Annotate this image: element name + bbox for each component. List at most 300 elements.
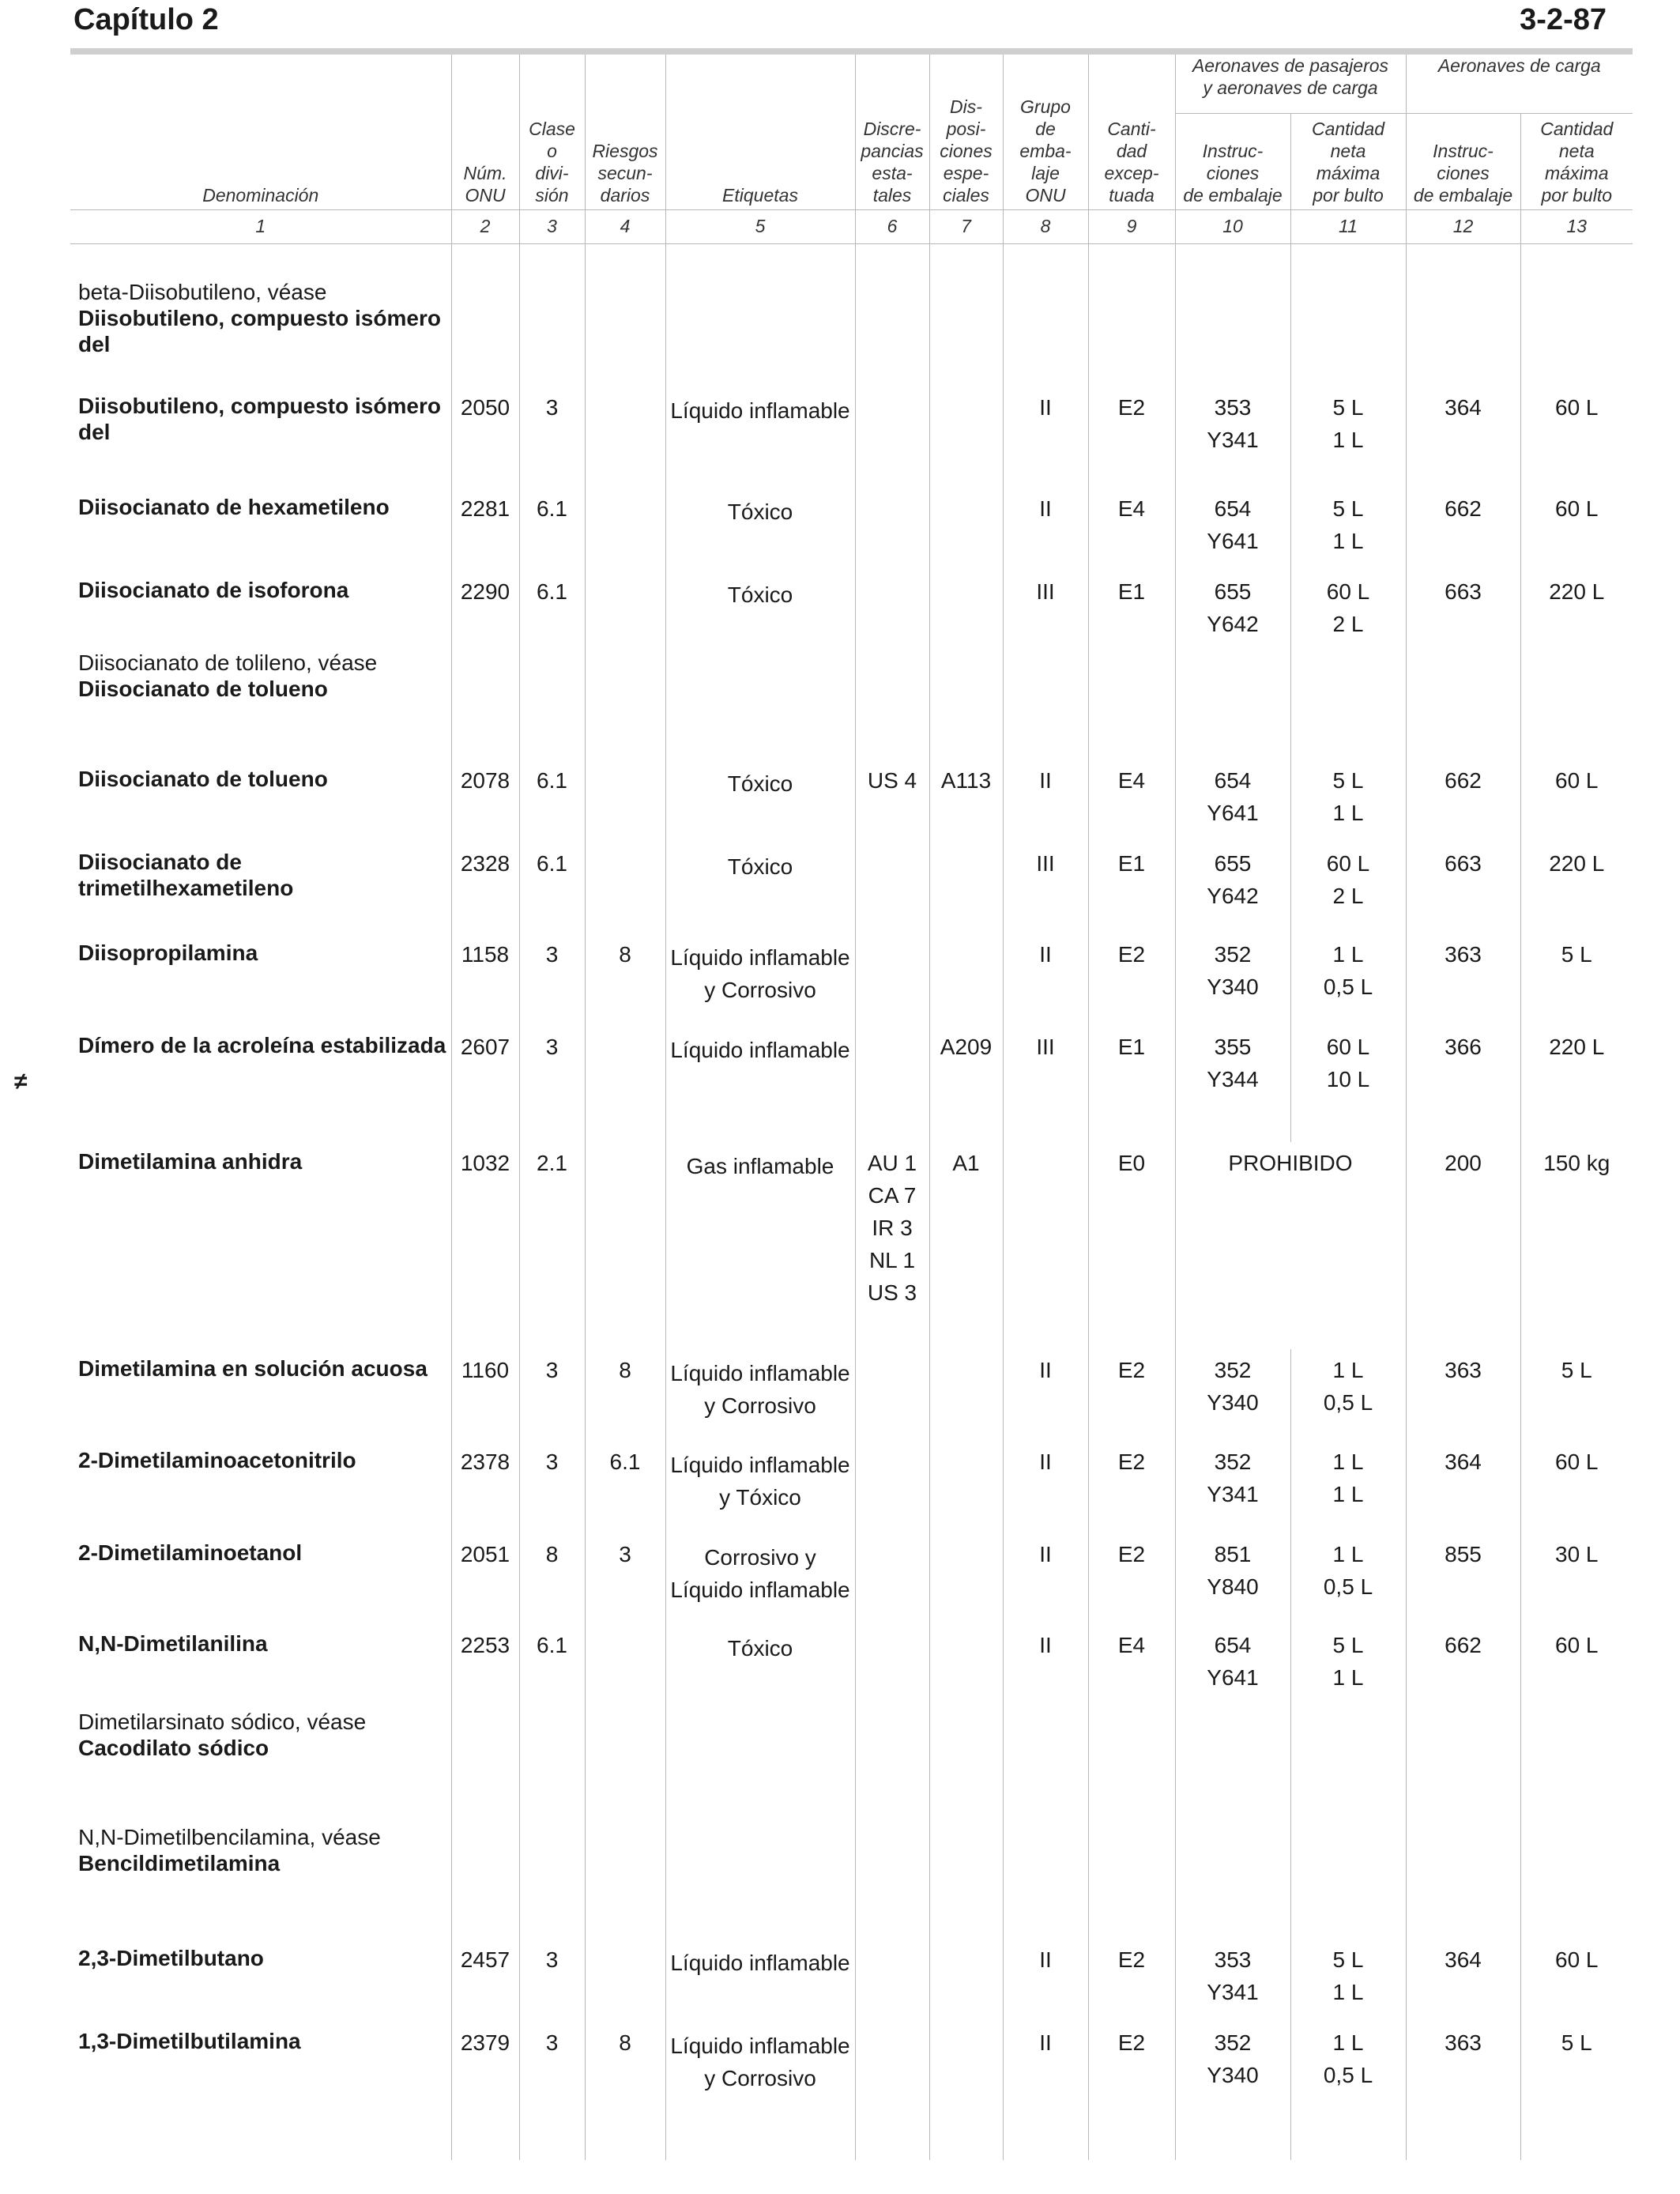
pax-cantidad: 60 L: [1326, 851, 1370, 876]
cargo-instrucciones-cell: 363: [1406, 933, 1520, 1026]
riesgos-cell: [585, 648, 665, 760]
clase-cell: [519, 1707, 585, 1823]
pax-instruccion: Y341: [1207, 1482, 1259, 1506]
group-carga-header: Aeronaves de carga: [1406, 55, 1633, 113]
table-row: [70, 1939, 1633, 2022]
riesgos-cell: [585, 571, 665, 648]
pax-instrucciones-cell: [1175, 1026, 1290, 1142]
exceptuada-cell: E2: [1088, 1533, 1175, 1624]
pax-cantidad: 0,5 L: [1323, 974, 1373, 999]
pax-instruccion: 654: [1214, 768, 1252, 793]
riesgos-cell: 8: [585, 1349, 665, 1441]
substance-name: Diisobutileno, compuesto isómero del: [78, 305, 441, 356]
etiquetas-cell: [665, 1823, 855, 1939]
header-line: laje: [1031, 162, 1060, 183]
cargo-cantidad-cell: 5 L: [1520, 1349, 1633, 1441]
pax-cantidad: 1 L: [1332, 801, 1364, 825]
header-line: Clase: [529, 118, 575, 139]
discrepancia-item: US 4: [867, 768, 917, 793]
cargo-instrucciones-cell: 662: [1406, 1624, 1520, 1707]
exceptuada-cell: E4: [1088, 760, 1175, 843]
pax-cantidad-cell: [1290, 2022, 1406, 2160]
etiquetas-cell: Tóxico: [665, 571, 855, 648]
header-line: Aeronaves de pasajeros: [1192, 55, 1389, 76]
header-line: excep-: [1104, 162, 1159, 183]
pax-cantidad: 1 L: [1332, 942, 1364, 967]
grupo-cell: II: [1003, 488, 1088, 571]
riesgos-cell: [585, 1823, 665, 1939]
pax-cantidad: 5 L: [1332, 768, 1364, 793]
grupo-cell: [1003, 648, 1088, 760]
riesgos-cell: [585, 1624, 665, 1707]
cross-reference-row: [70, 648, 1633, 760]
col-riesgos-header: [585, 55, 665, 209]
header-line: o: [547, 140, 557, 161]
pax-cantidad: 0,5 L: [1323, 1574, 1373, 1599]
pax-instruccion: Y340: [1207, 974, 1259, 999]
cargo-instrucciones-cell: [1406, 1707, 1520, 1823]
pax-cantidad: 60 L: [1326, 1035, 1370, 1059]
table-row: [70, 1441, 1633, 1533]
col-discrepancias-header: [855, 55, 929, 209]
header-line: tales: [872, 184, 912, 205]
header-line: Discre-: [863, 118, 921, 139]
cargo-cantidad-cell: 60 L: [1520, 1624, 1633, 1707]
pax-instrucciones-cell: [1175, 488, 1290, 571]
header-line: máxima: [1545, 162, 1609, 183]
exceptuada-cell: E2: [1088, 1441, 1175, 1533]
etiquetas-cell: Tóxico: [665, 1624, 855, 1707]
column-number: 5: [665, 209, 855, 243]
header-line: por bulto: [1541, 184, 1613, 205]
column-number: 2: [451, 209, 519, 243]
un-number-cell: 2051: [451, 1533, 519, 1624]
discrepancias-cell: [855, 243, 929, 386]
column-number: 9: [1088, 209, 1175, 243]
grupo-cell: III: [1003, 843, 1088, 933]
pax-cantidad: 1 L: [1332, 428, 1364, 452]
cargo-instrucciones-cell: 363: [1406, 2022, 1520, 2160]
discrepancias-cell: [855, 386, 929, 488]
disposiciones-cell: [929, 1823, 1003, 1939]
riesgos-cell: 6.1: [585, 1441, 665, 1533]
cargo-instrucciones-cell: 662: [1406, 760, 1520, 843]
etiquetas-cell: Líquido inflamable y Tóxico: [665, 1441, 855, 1533]
pax-cantidad-cell: [1290, 1533, 1406, 1624]
clase-cell: [519, 1823, 585, 1939]
cargo-instrucciones-cell: 366: [1406, 1026, 1520, 1142]
cargo-cantidad-cell: [1520, 243, 1633, 386]
disposiciones-cell: [929, 1441, 1003, 1533]
un-number-cell: 2328: [451, 843, 519, 933]
grupo-cell: II: [1003, 1624, 1088, 1707]
substance-name: Dimetilamina anhidra: [78, 1149, 303, 1174]
disposiciones-cell: A113: [929, 760, 1003, 843]
disposiciones-cell: [929, 2022, 1003, 2160]
header-line: posi-: [946, 118, 986, 139]
pax-instruccion: 352: [1214, 1358, 1252, 1382]
grupo-cell: II: [1003, 1441, 1088, 1533]
column-number: 1: [70, 209, 451, 243]
page-number: 3-2-87: [1520, 3, 1607, 36]
substance-name: Diisocianato de trimetilhexametileno: [78, 850, 294, 900]
pax-cantidad: 5 L: [1332, 1633, 1364, 1657]
change-mark: ≠: [14, 1069, 28, 1095]
pax-instrucciones-cell: [1175, 648, 1290, 760]
substance-name: Dímero de la acroleína estabilizada: [78, 1033, 446, 1057]
cross-reference-row: [70, 1707, 1633, 1823]
pax-cantidad: 1 L: [1332, 529, 1364, 553]
header-line: divi-: [535, 162, 569, 183]
header-line: Dis-: [950, 96, 982, 117]
grupo-cell: [1003, 1142, 1088, 1349]
clase-cell: 3: [519, 2022, 585, 2160]
grupo-cell: II: [1003, 933, 1088, 1026]
pax-instrucciones-cell: [1175, 1441, 1290, 1533]
pax-cantidad: 0,5 L: [1323, 1390, 1373, 1415]
pax-instrucciones-cell: [1175, 1823, 1290, 1939]
denominacion-cell: [70, 2022, 451, 2160]
discrepancias-cell: [855, 760, 929, 843]
column-number: 10: [1175, 209, 1290, 243]
un-number-cell: 2078: [451, 760, 519, 843]
disposiciones-cell: [929, 1349, 1003, 1441]
cross-reference-row: [70, 1823, 1633, 1939]
header-line: neta: [1558, 140, 1595, 161]
exceptuada-cell: [1088, 243, 1175, 386]
header-line: dad: [1116, 140, 1147, 161]
pax-instruccion: Y344: [1207, 1067, 1259, 1091]
cross-reference-row: [70, 243, 1633, 386]
header-line: sión: [535, 184, 569, 205]
riesgos-cell: [585, 1939, 665, 2022]
header-line: Grupo: [1020, 96, 1071, 117]
un-number-cell: 2050: [451, 386, 519, 488]
discrepancias-cell: [855, 933, 929, 1026]
etiquetas-cell: Tóxico: [665, 488, 855, 571]
riesgos-cell: [585, 760, 665, 843]
header-line: y aeronaves de carga: [1203, 77, 1378, 98]
disposiciones-cell: [929, 1533, 1003, 1624]
denominacion-cell: [70, 571, 451, 648]
clase-cell: 3: [519, 1441, 585, 1533]
un-number-cell: 2253: [451, 1624, 519, 1707]
pax-instruccion: Y340: [1207, 2063, 1259, 2087]
disposiciones-cell: [929, 488, 1003, 571]
header-line: neta: [1330, 140, 1366, 161]
header-line: pancias: [861, 140, 924, 161]
grupo-cell: [1003, 243, 1088, 386]
cargo-instrucciones-cell: 663: [1406, 571, 1520, 648]
pax-cantidad-cell: [1290, 1939, 1406, 2022]
header-line: espe-: [943, 162, 989, 183]
etiquetas-cell: Tóxico: [665, 843, 855, 933]
pax-instruccion: 355: [1214, 1035, 1252, 1059]
col-disposiciones-header: [929, 55, 1003, 209]
pax-cantidad: 1 L: [1332, 1980, 1364, 2004]
substance-name: 2-Dimetilaminoetanol: [78, 1540, 303, 1565]
pax-cantidad: 0,5 L: [1323, 2063, 1373, 2087]
table-row: [70, 2022, 1633, 2160]
pax-cantidad: 1 L: [1332, 1358, 1364, 1382]
pax-cantidad-cell: [1290, 1441, 1406, 1533]
pax-instruccion: Y641: [1207, 529, 1259, 553]
grupo-cell: II: [1003, 2022, 1088, 2160]
discrepancia-item: US 3: [867, 1280, 917, 1305]
etiquetas-cell: Líquido inflamable y Corrosivo: [665, 2022, 855, 2160]
table-row: [70, 1533, 1633, 1624]
col-cargo-instrucciones-header: [1406, 113, 1520, 209]
col-grupo-header: [1003, 55, 1088, 209]
pax-instruccion: 352: [1214, 1449, 1252, 1474]
grupo-cell: III: [1003, 571, 1088, 648]
discrepancias-cell: [855, 1939, 929, 2022]
header-line: tuada: [1109, 184, 1155, 205]
col-num-onu-header: [451, 55, 519, 209]
discrepancias-cell: [855, 648, 929, 760]
disposiciones-cell: [929, 1939, 1003, 2022]
etiquetas-cell: Tóxico: [665, 760, 855, 843]
table-row: [70, 1142, 1633, 1349]
cargo-cantidad-cell: 220 L: [1520, 571, 1633, 648]
etiquetas-cell: Líquido inflamable: [665, 386, 855, 488]
cargo-cantidad-cell: 60 L: [1520, 1441, 1633, 1533]
disposiciones-cell: [929, 571, 1003, 648]
header-line: máxima: [1316, 162, 1381, 183]
discrepancias-cell: [855, 1823, 929, 1939]
pax-cantidad: 1 L: [1332, 1542, 1364, 1566]
pax-instrucciones-cell: [1175, 1939, 1290, 2022]
pax-instrucciones-cell: [1175, 933, 1290, 1026]
riesgos-cell: 8: [585, 933, 665, 1026]
un-number-cell: 2457: [451, 1939, 519, 2022]
pax-instrucciones-cell: [1175, 1533, 1290, 1624]
substance-name: 2,3-Dimetilbutano: [78, 1946, 264, 1970]
riesgos-cell: [585, 488, 665, 571]
pax-instruccion: Y340: [1207, 1390, 1259, 1415]
pax-instruccion: Y341: [1207, 428, 1259, 452]
clase-cell: [519, 243, 585, 386]
pax-cantidad: 60 L: [1326, 579, 1370, 604]
header-line: de embalaje: [1183, 184, 1283, 205]
substance-name: Diisocianato de isoforona: [78, 578, 349, 602]
denominacion-cell: [70, 1707, 451, 1823]
clase-cell: 6.1: [519, 1624, 585, 1707]
etiquetas-cell: Líquido inflamable: [665, 1939, 855, 2022]
substance-name: Dimetilamina en solución acuosa: [78, 1356, 428, 1381]
header-line: Canti-: [1107, 118, 1156, 139]
un-number-cell: 2379: [451, 2022, 519, 2160]
pax-cantidad-cell: [1290, 1349, 1406, 1441]
clase-cell: 3: [519, 386, 585, 488]
denominacion-cell: [70, 760, 451, 843]
clase-cell: 8: [519, 1533, 585, 1624]
pax-instrucciones-cell: [1175, 386, 1290, 488]
pax-cantidad-cell: [1290, 843, 1406, 933]
substance-name: Diisocianato de hexametileno: [78, 495, 390, 519]
discrepancias-cell: [855, 1142, 929, 1349]
cargo-cantidad-cell: [1520, 1707, 1633, 1823]
clase-cell: 6.1: [519, 760, 585, 843]
grupo-cell: II: [1003, 1939, 1088, 2022]
cargo-cantidad-cell: [1520, 648, 1633, 760]
header-line: Cantidad: [1311, 118, 1385, 139]
disposiciones-cell: A209: [929, 1026, 1003, 1142]
denominacion-cell: [70, 933, 451, 1026]
pax-cantidad: 1 L: [1332, 1482, 1364, 1506]
substance-name: 1,3-Dimetilbutilamina: [78, 2029, 301, 2053]
un-number-cell: 2290: [451, 571, 519, 648]
un-number-cell: 1032: [451, 1142, 519, 1349]
etiquetas-cell: Líquido inflamable y Corrosivo: [665, 933, 855, 1026]
pax-cantidad-cell: [1290, 386, 1406, 488]
discrepancias-cell: [855, 1349, 929, 1441]
un-number-cell: [451, 243, 519, 386]
discrepancias-cell: [855, 488, 929, 571]
riesgos-cell: [585, 1026, 665, 1142]
discrepancias-cell: [855, 1707, 929, 1823]
exceptuada-cell: E1: [1088, 843, 1175, 933]
un-number-cell: 2281: [451, 488, 519, 571]
cargo-cantidad-cell: 60 L: [1520, 386, 1633, 488]
pax-cantidad-cell: [1290, 1823, 1406, 1939]
discrepancias-cell: [855, 571, 929, 648]
pax-instrucciones-cell: [1175, 1624, 1290, 1707]
pax-instruccion: 353: [1214, 395, 1252, 420]
discrepancia-item: AU 1: [867, 1151, 917, 1175]
pax-instrucciones-cell: [1175, 760, 1290, 843]
header-line: ONU: [1025, 184, 1066, 205]
pax-cantidad-cell: [1290, 933, 1406, 1026]
un-number-cell: [451, 1823, 519, 1939]
pax-instruccion: 655: [1214, 579, 1252, 604]
grupo-cell: II: [1003, 386, 1088, 488]
col-denominacion-header: Denominación: [202, 184, 319, 205]
disposiciones-cell: A1: [929, 1142, 1003, 1349]
pax-cantidad: 1 L: [1332, 1665, 1364, 1690]
cargo-instrucciones-cell: 364: [1406, 1939, 1520, 2022]
pax-instrucciones-cell: [1175, 2022, 1290, 2160]
etiquetas-cell: Corrosivo y Líquido inflamable: [665, 1533, 855, 1624]
disposiciones-cell: [929, 1624, 1003, 1707]
disposiciones-cell: [929, 648, 1003, 760]
pax-instruccion: 654: [1214, 496, 1252, 521]
exceptuada-cell: E2: [1088, 1349, 1175, 1441]
cargo-instrucciones-cell: 663: [1406, 843, 1520, 933]
prohibido-cell: PROHIBIDO: [1175, 1142, 1406, 1349]
riesgos-cell: [585, 1142, 665, 1349]
pax-cantidad-cell: [1290, 571, 1406, 648]
col-cantidad-exceptuada-header: [1088, 55, 1175, 209]
un-number-cell: 1160: [451, 1349, 519, 1441]
reference-text: beta-Diisobutileno, véase: [78, 279, 327, 304]
denominacion-cell: [70, 1823, 451, 1939]
substance-name: Bencildimetilamina: [78, 1851, 281, 1875]
pax-instruccion: Y642: [1207, 884, 1259, 908]
etiquetas-cell: Líquido inflamable y Corrosivo: [665, 1349, 855, 1441]
header-line: ONU: [465, 184, 506, 205]
header-line: Instruc-: [1202, 140, 1264, 161]
pax-cantidad-cell: [1290, 243, 1406, 386]
clase-cell: 6.1: [519, 571, 585, 648]
substance-name: Cacodilato sódico: [78, 1736, 269, 1760]
clase-cell: 3: [519, 933, 585, 1026]
pax-instruccion: 655: [1214, 851, 1252, 876]
etiquetas-cell: Gas inflamable: [665, 1142, 855, 1349]
substance-name: Diisocianato de tolueno: [78, 767, 328, 791]
column-number: 13: [1520, 209, 1633, 243]
header-line: de embalaje: [1413, 184, 1513, 205]
column-number: 12: [1406, 209, 1520, 243]
header-line: darios: [600, 184, 650, 205]
clase-cell: 6.1: [519, 488, 585, 571]
pax-cantidad: 10 L: [1326, 1067, 1370, 1091]
cargo-instrucciones-cell: [1406, 243, 1520, 386]
denominacion-cell: [70, 243, 451, 386]
pax-instruccion: Y840: [1207, 1574, 1259, 1599]
reference-text: Diisocianato de tolileno, véase: [78, 650, 378, 675]
etiquetas-cell: [665, 243, 855, 386]
chapter-title: Capítulo 2: [73, 3, 219, 36]
cargo-cantidad-cell: 220 L: [1520, 1026, 1633, 1142]
table-row: [70, 1349, 1633, 1441]
pax-instruccion: Y642: [1207, 612, 1259, 636]
reference-text: N,N-Dimetilbencilamina, véase: [78, 1825, 381, 1849]
header-line: secun-: [597, 162, 653, 183]
exceptuada-cell: E4: [1088, 488, 1175, 571]
pax-instrucciones-cell: [1175, 243, 1290, 386]
header-line: ciones: [940, 140, 993, 161]
pax-cantidad: 5 L: [1332, 395, 1364, 420]
cargo-cantidad-cell: 150 kg: [1520, 1142, 1633, 1349]
pax-cantidad: 2 L: [1332, 612, 1364, 636]
discrepancia-item: CA 7: [868, 1183, 917, 1208]
cargo-cantidad-cell: 60 L: [1520, 488, 1633, 571]
column-number: 4: [585, 209, 665, 243]
cargo-instrucciones-cell: 855: [1406, 1533, 1520, 1624]
riesgos-cell: [585, 843, 665, 933]
cargo-instrucciones-cell: 364: [1406, 1441, 1520, 1533]
exceptuada-cell: E4: [1088, 1624, 1175, 1707]
table-row: [70, 488, 1633, 571]
header-line: Cantidad: [1540, 118, 1614, 139]
column-number: 7: [929, 209, 1003, 243]
discrepancias-cell: [855, 1533, 929, 1624]
discrepancias-cell: [855, 2022, 929, 2160]
pax-cantidad-cell: [1290, 488, 1406, 571]
cargo-instrucciones-cell: [1406, 648, 1520, 760]
grupo-cell: II: [1003, 1533, 1088, 1624]
cargo-cantidad-cell: 5 L: [1520, 2022, 1633, 2160]
col-cargo-cantidad-header: [1520, 113, 1633, 209]
grupo-cell: II: [1003, 1349, 1088, 1441]
pax-cantidad: 5 L: [1332, 1947, 1364, 1972]
denominacion-cell: [70, 1441, 451, 1533]
denominacion-cell: [70, 1026, 451, 1142]
riesgos-cell: [585, 243, 665, 386]
denominacion-cell: [70, 1142, 451, 1349]
cargo-cantidad-cell: 60 L: [1520, 760, 1633, 843]
clase-cell: 3: [519, 1026, 585, 1142]
pax-instruccion: Y341: [1207, 1980, 1259, 2004]
page-header: [73, 0, 1607, 41]
group-pasajeros-header: [1175, 55, 1406, 113]
column-number: 3: [519, 209, 585, 243]
clase-cell: 6.1: [519, 843, 585, 933]
denominacion-cell: [70, 1349, 451, 1441]
disposiciones-cell: [929, 243, 1003, 386]
pax-instruccion: Y641: [1207, 801, 1259, 825]
